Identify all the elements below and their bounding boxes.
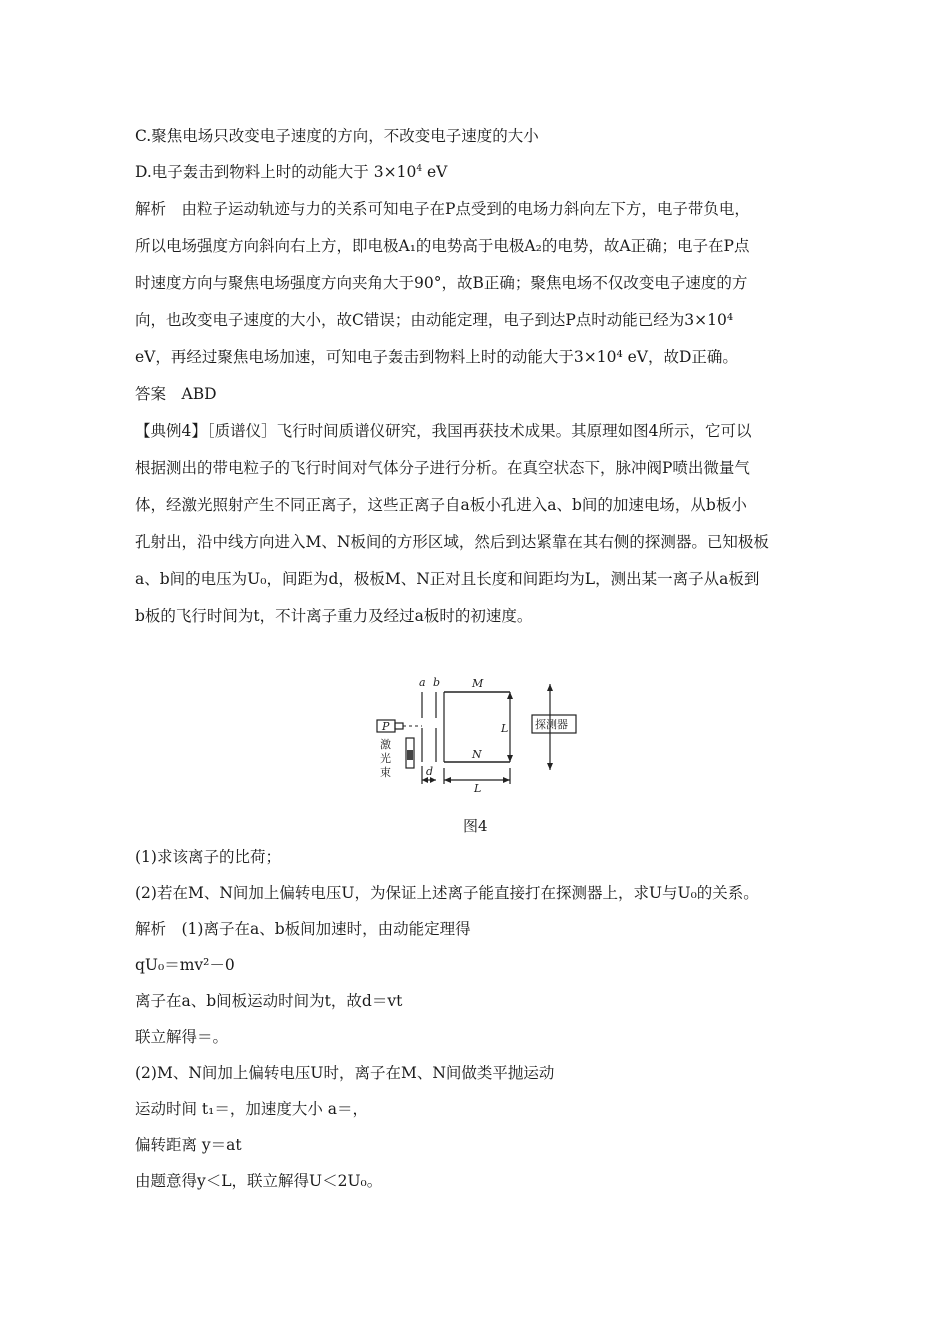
solution-line-3: 离子在a、b间板运动时间为t，故d＝vt <box>135 992 403 1010</box>
solution-line-2: qU₀＝mv²－0 <box>135 956 235 974</box>
laser-label-3: 束 <box>380 766 391 779</box>
label-l-side: L <box>501 722 509 735</box>
solution-line-8: 由题意得y＜L，联立解得U＜2U₀。 <box>135 1172 383 1190</box>
label-l-bottom: L <box>474 782 482 795</box>
solution-line-1: 解析 (1)离子在a、b板间加速时，由动能定理得 <box>135 920 471 938</box>
analysis-line-2: 所以电场强度方向斜向右上方，即电极A₁的电势高于电极A₂的电势，故A正确；电子在P点 <box>135 237 750 255</box>
option-c: C.聚焦电场只改变电子速度的方向，不改变电子速度的大小 <box>135 127 539 145</box>
label-m: M <box>472 677 484 690</box>
example-line-3: 体，经激光照射产生不同正离子，这些正离子自a板小孔进入a、b间的加速电场，从b板小 <box>135 496 747 514</box>
option-d-exp: 4 <box>416 164 423 174</box>
mass-spectrometer-diagram <box>360 670 590 795</box>
figure-caption: 图4 <box>463 817 488 835</box>
option-d-unit: eV <box>422 163 448 181</box>
analysis-line-5: eV，再经过聚焦电场加速，可知电子轰击到物料上时的动能大于3×10⁴ eV，故D正确。 <box>135 348 738 366</box>
example-line-5: a、b间的电压为U₀，间距为d，极板M、N正对且长度和间距均为L，测出某一离子从a板到 <box>135 570 760 588</box>
example-line-6: b板的飞行时间为t，不计离子重力及经过a板时的初速度。 <box>135 607 533 625</box>
example-line-2: 根据测出的带电粒子的飞行时间对气体分子进行分析。在真空状态下，脉冲阀P喷出微量气 <box>135 459 750 477</box>
solution-line-5: (2)M、N间加上偏转电压U时，离子在M、N间做类平抛运动 <box>135 1064 555 1082</box>
laser-label-2: 光 <box>380 752 391 765</box>
solution-line-6: 运动时间 t₁＝，加速度大小 a＝， <box>135 1100 369 1118</box>
label-b: b <box>433 676 441 689</box>
option-d-text: D.电子轰击到物料上时的动能大于 3×10 <box>135 163 417 181</box>
analysis-line-1: 解析 由粒子运动轨迹与力的关系可知电子在P点受到的电场力斜向左下方，电子带负电， <box>135 200 750 218</box>
label-n: N <box>472 748 482 761</box>
label-p: P <box>382 720 390 733</box>
label-d: d <box>426 765 434 778</box>
option-d <box>135 162 447 182</box>
analysis-line-4: 向，也改变电子速度的大小，故C错误；由动能定理，电子到达P点时动能已经为3×10⁴ <box>135 311 734 329</box>
question-2: (2)若在M、N间加上偏转电压U，为保证上述离子能直接打在探测器上，求U与U₀的关系。 <box>135 884 759 902</box>
example-line-1: 【典例4】［质谱仪］飞行时间质谱仪研究，我国再获技术成果。其原理如图4所示，它可以 <box>135 422 752 440</box>
label-a: a <box>419 676 426 689</box>
laser-label-1: 激 <box>380 738 391 751</box>
example-line-4: 孔射出，沿中线方向进入M、N板间的方形区域，然后到达紧靠在其右侧的探测器。已知极板 <box>135 533 769 551</box>
solution-line-7: 偏转距离 y＝at <box>135 1136 242 1154</box>
analysis-line-3: 时速度方向与聚焦电场强度方向夹角大于90°，故B正确；聚焦电场不仅改变电子速度的方 <box>135 274 748 292</box>
answer-line: 答案 ABD <box>135 385 217 403</box>
question-1: (1)求该离子的比荷； <box>135 848 281 866</box>
solution-line-4: 联立解得＝。 <box>135 1028 229 1046</box>
detector-label: 探测器 <box>535 718 568 731</box>
